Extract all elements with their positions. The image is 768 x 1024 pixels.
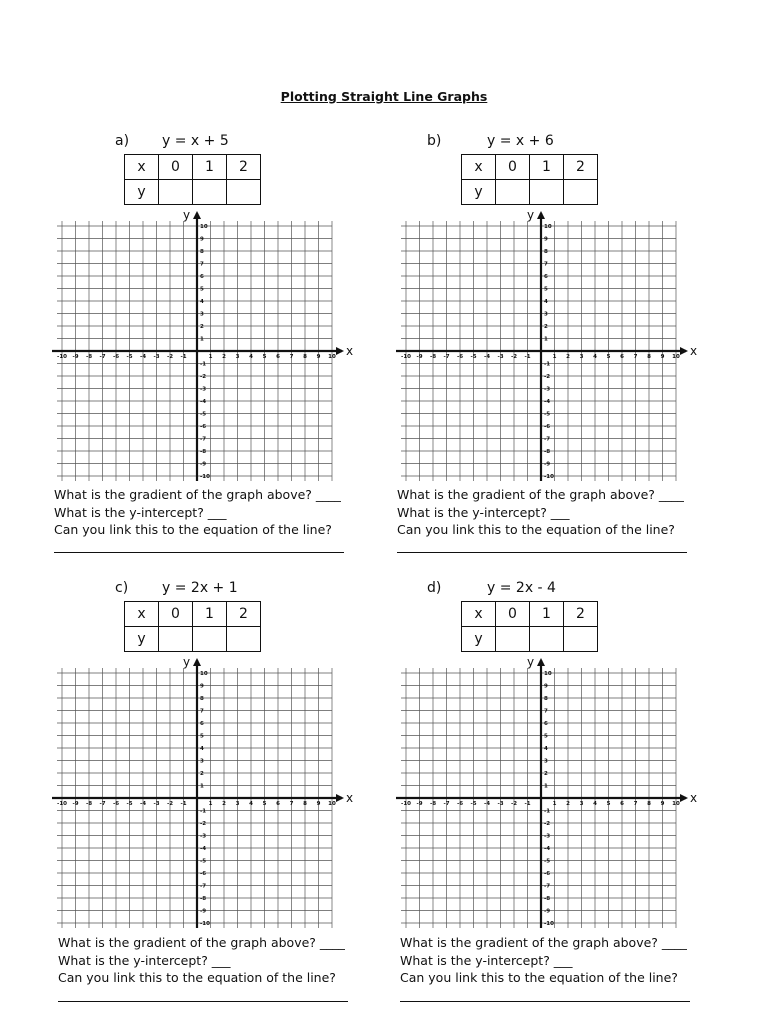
x-tick-label: -3 <box>153 354 160 360</box>
y-tick-label: 8 <box>200 696 204 702</box>
y-tick-label: -2 <box>200 374 207 380</box>
y-tick-label: -1 <box>200 808 207 815</box>
y-tick-label: 3 <box>200 758 204 765</box>
y-tick-label: -9 <box>200 908 207 915</box>
y-tick-label: 4 <box>544 746 548 752</box>
x-tick-label: -1 <box>180 354 187 360</box>
x-tick-label: 3 <box>579 354 584 360</box>
table-y-cell[interactable] <box>564 627 598 652</box>
y-tick-label: -1 <box>544 361 551 368</box>
x-tick-label: 1 <box>552 801 557 807</box>
y-tick-label: 8 <box>544 696 548 702</box>
intercept-question: What is the y-intercept? ___ <box>400 953 573 968</box>
panel-letter: d) <box>427 580 442 596</box>
x-tick-label: -6 <box>112 801 120 807</box>
y-tick-label: -9 <box>544 461 551 468</box>
panel-equation: y = 2x + 1 <box>162 580 238 596</box>
x-tick-label: 4 <box>593 801 597 807</box>
x-tick-label: -8 <box>85 354 93 360</box>
x-tick-label: -7 <box>99 354 106 360</box>
table-y-cell[interactable] <box>227 180 261 205</box>
intercept-question: What is the y-intercept? ___ <box>397 505 570 520</box>
x-tick-label: -9 <box>72 801 79 807</box>
x-tick-label: 4 <box>249 354 253 360</box>
y-tick-label: -5 <box>544 411 551 418</box>
x-tick-label: -10 <box>57 354 67 360</box>
y-tick-label: 7 <box>544 708 548 715</box>
x-tick-label: -4 <box>483 354 491 360</box>
x-tick-label: 7 <box>633 354 638 360</box>
y-tick-label: -1 <box>544 808 551 815</box>
y-tick-label: -6 <box>200 871 207 877</box>
y-axis-label: y <box>527 208 535 222</box>
y-tick-label: -4 <box>200 399 207 405</box>
y-tick-label: 4 <box>544 299 548 305</box>
x-tick-label: -3 <box>497 801 504 807</box>
y-tick-label: -2 <box>200 821 207 827</box>
y-tick-label: -3 <box>544 833 551 840</box>
y-tick-label: 10 <box>200 224 208 230</box>
panel-b <box>396 133 736 573</box>
x-tick-label: -4 <box>139 801 147 807</box>
y-tick-label: -5 <box>544 858 551 865</box>
y-tick-label: -2 <box>544 374 551 380</box>
x-axis-label: x <box>346 344 354 358</box>
x-tick-label: -8 <box>429 801 437 807</box>
y-tick-label: -6 <box>200 424 207 430</box>
answer-line[interactable] <box>397 552 687 553</box>
table-x-value: 2 <box>227 602 261 627</box>
x-tick-label: 10 <box>328 801 336 807</box>
table-x-value: 0 <box>496 155 530 180</box>
x-tick-label: 9 <box>316 354 321 360</box>
y-tick-label: 7 <box>544 261 548 268</box>
x-tick-label: -3 <box>497 354 504 360</box>
link-question: Can you link this to the equation of the line? <box>400 970 678 985</box>
y-tick-label: 8 <box>200 249 204 255</box>
table-y-header: y <box>125 627 159 652</box>
coordinate-grid <box>52 208 354 489</box>
table-x-header: x <box>462 602 496 627</box>
y-tick-label: -8 <box>200 449 207 455</box>
y-tick-label: -3 <box>200 386 207 393</box>
y-tick-label: 9 <box>200 236 204 243</box>
y-tick-label: 9 <box>200 683 204 690</box>
answer-line[interactable] <box>400 1001 690 1002</box>
table-y-header: y <box>462 627 496 652</box>
y-tick-label: -7 <box>544 436 551 443</box>
x-tick-label: 6 <box>620 354 624 360</box>
y-tick-label: -6 <box>544 424 551 430</box>
x-axis-arrow-icon <box>680 347 688 355</box>
table-y-header: y <box>125 180 159 205</box>
x-tick-label: 10 <box>328 354 336 360</box>
y-tick-label: 7 <box>200 261 204 268</box>
x-tick-label: -2 <box>166 354 174 360</box>
y-tick-label: 5 <box>200 286 204 293</box>
x-tick-label: 10 <box>672 801 680 807</box>
y-tick-label: 5 <box>200 733 204 740</box>
y-axis-arrow-icon <box>193 211 201 219</box>
x-tick-label: 4 <box>249 801 253 807</box>
y-tick-label: 10 <box>200 671 208 677</box>
x-tick-label: 2 <box>222 354 226 360</box>
link-question: Can you link this to the equation of the line? <box>58 970 336 985</box>
answer-line[interactable] <box>54 552 344 553</box>
table-y-cell[interactable] <box>159 180 193 205</box>
panel-c <box>52 580 392 1020</box>
x-axis-arrow-icon <box>336 347 344 355</box>
y-tick-label: -8 <box>544 896 551 902</box>
y-tick-label: 6 <box>544 274 548 280</box>
panel-equation: y = x + 5 <box>162 133 229 149</box>
y-tick-label: 3 <box>544 311 548 318</box>
x-tick-label: 2 <box>222 801 226 807</box>
x-tick-label: -1 <box>524 354 531 360</box>
y-tick-label: -7 <box>200 436 207 443</box>
table-x-value: 1 <box>193 602 227 627</box>
y-tick-label: 4 <box>200 299 204 305</box>
y-tick-label: 1 <box>544 783 548 790</box>
table-x-value: 1 <box>530 155 564 180</box>
x-axis-arrow-icon <box>336 794 344 802</box>
y-tick-label: 5 <box>544 733 548 740</box>
y-tick-label: 9 <box>544 683 548 690</box>
y-tick-label: -10 <box>544 474 554 480</box>
panel-equation: y = x + 6 <box>487 133 554 149</box>
x-tick-label: -2 <box>166 801 174 807</box>
y-tick-label: -5 <box>200 858 207 865</box>
y-tick-label: -4 <box>544 846 551 852</box>
x-tick-label: -6 <box>456 354 464 360</box>
y-tick-label: -6 <box>544 871 551 877</box>
x-tick-label: -5 <box>470 354 477 360</box>
y-tick-label: 6 <box>200 721 204 727</box>
x-tick-label: -4 <box>139 354 147 360</box>
table-y-cell[interactable] <box>159 627 193 652</box>
coordinate-grid <box>396 655 698 936</box>
values-table <box>461 601 598 652</box>
y-tick-label: 3 <box>200 311 204 318</box>
x-tick-label: -1 <box>180 801 187 807</box>
x-tick-label: 7 <box>289 801 294 807</box>
intercept-question: What is the y-intercept? ___ <box>54 505 227 520</box>
x-tick-label: -10 <box>401 354 411 360</box>
x-tick-label: 1 <box>552 354 557 360</box>
panel-a <box>52 133 392 573</box>
table-x-header: x <box>125 602 159 627</box>
x-tick-label: -1 <box>524 801 531 807</box>
y-tick-label: -2 <box>544 821 551 827</box>
y-tick-label: -10 <box>544 921 554 927</box>
y-axis-label: y <box>527 655 535 669</box>
y-tick-label: 2 <box>544 771 548 777</box>
answer-line[interactable] <box>58 1001 348 1002</box>
y-axis-arrow-icon <box>537 658 545 666</box>
table-y-header: y <box>462 180 496 205</box>
y-tick-label: 6 <box>200 274 204 280</box>
y-tick-label: -9 <box>544 908 551 915</box>
x-tick-label: 7 <box>289 354 294 360</box>
y-tick-label: -7 <box>544 883 551 890</box>
x-tick-label: -10 <box>57 801 67 807</box>
gradient-question: What is the gradient of the graph above? ____ <box>397 487 684 502</box>
y-tick-label: 1 <box>544 336 548 343</box>
x-tick-label: 9 <box>316 801 321 807</box>
y-tick-label: 6 <box>544 721 548 727</box>
x-tick-label: -8 <box>85 801 93 807</box>
panel-d <box>396 580 736 1020</box>
x-tick-label: 6 <box>276 354 280 360</box>
x-tick-label: -7 <box>443 354 450 360</box>
values-table <box>461 154 598 205</box>
table-x-value: 0 <box>159 155 193 180</box>
x-tick-label: -10 <box>401 801 411 807</box>
gradient-question: What is the gradient of the graph above? ____ <box>400 935 687 950</box>
y-tick-label: -5 <box>200 411 207 418</box>
x-tick-label: 4 <box>593 354 597 360</box>
x-tick-label: 3 <box>235 354 240 360</box>
x-tick-label: -4 <box>483 801 491 807</box>
x-tick-label: 5 <box>262 354 267 360</box>
y-tick-label: 3 <box>544 758 548 765</box>
x-tick-label: -3 <box>153 801 160 807</box>
y-tick-label: 2 <box>544 324 548 330</box>
coordinate-grid <box>52 655 354 936</box>
x-tick-label: -7 <box>99 801 106 807</box>
table-x-value: 2 <box>564 602 598 627</box>
table-x-value: 0 <box>159 602 193 627</box>
y-tick-label: 8 <box>544 249 548 255</box>
x-tick-label: 8 <box>647 801 651 807</box>
panel-letter: a) <box>115 133 130 149</box>
table-x-value: 2 <box>564 155 598 180</box>
x-tick-label: -8 <box>429 354 437 360</box>
x-tick-label: -9 <box>416 354 423 360</box>
y-tick-label: 10 <box>544 224 552 230</box>
panel-letter: b) <box>427 133 442 149</box>
x-tick-label: -5 <box>126 354 133 360</box>
x-tick-label: 5 <box>262 801 267 807</box>
y-tick-label: 2 <box>200 324 204 330</box>
gradient-question: What is the gradient of the graph above? ____ <box>58 935 345 950</box>
y-tick-label: 5 <box>544 286 548 293</box>
y-tick-label: -3 <box>200 833 207 840</box>
table-x-header: x <box>462 155 496 180</box>
y-tick-label: 1 <box>200 336 204 343</box>
x-tick-label: 3 <box>579 801 584 807</box>
x-tick-label: 3 <box>235 801 240 807</box>
y-tick-label: -8 <box>200 896 207 902</box>
y-tick-label: -8 <box>544 449 551 455</box>
panel-equation: y = 2x - 4 <box>487 580 556 596</box>
link-question: Can you link this to the equation of the line? <box>54 522 332 537</box>
y-axis-label: y <box>183 208 191 222</box>
table-y-cell[interactable] <box>193 180 227 205</box>
values-table <box>124 601 261 652</box>
x-tick-label: 5 <box>606 801 611 807</box>
y-tick-label: -4 <box>544 399 551 405</box>
x-tick-label: -9 <box>72 354 79 360</box>
table-x-value: 0 <box>496 602 530 627</box>
coordinate-grid <box>396 208 698 489</box>
table-y-cell[interactable] <box>530 180 564 205</box>
x-axis-label: x <box>690 344 698 358</box>
x-tick-label: 8 <box>303 354 307 360</box>
y-tick-label: 2 <box>200 771 204 777</box>
x-tick-label: 2 <box>566 801 570 807</box>
x-axis-label: x <box>346 791 354 805</box>
table-y-cell[interactable] <box>530 627 564 652</box>
y-axis-arrow-icon <box>193 658 201 666</box>
x-tick-label: -6 <box>456 801 464 807</box>
x-tick-label: 9 <box>660 354 665 360</box>
y-tick-label: -4 <box>200 846 207 852</box>
x-tick-label: -9 <box>416 801 423 807</box>
panel-letter: c) <box>115 580 129 596</box>
table-y-cell[interactable] <box>496 627 530 652</box>
y-tick-label: 1 <box>200 783 204 790</box>
y-tick-label: -9 <box>200 461 207 468</box>
x-axis-arrow-icon <box>680 794 688 802</box>
x-tick-label: 6 <box>620 801 624 807</box>
values-table <box>124 154 261 205</box>
x-tick-label: 5 <box>606 354 611 360</box>
table-y-cell[interactable] <box>193 627 227 652</box>
x-tick-label: -5 <box>126 801 133 807</box>
y-tick-label: -7 <box>200 883 207 890</box>
y-tick-label: 9 <box>544 236 548 243</box>
table-x-value: 1 <box>530 602 564 627</box>
y-tick-label: 4 <box>200 746 204 752</box>
table-y-cell[interactable] <box>227 627 261 652</box>
y-axis-label: y <box>183 655 191 669</box>
x-tick-label: 1 <box>208 354 213 360</box>
y-tick-label: -10 <box>200 474 210 480</box>
x-tick-label: 10 <box>672 354 680 360</box>
table-x-value: 2 <box>227 155 261 180</box>
x-tick-label: 8 <box>647 354 651 360</box>
x-tick-label: 1 <box>208 801 213 807</box>
x-tick-label: -5 <box>470 801 477 807</box>
table-y-cell[interactable] <box>564 180 598 205</box>
x-tick-label: -7 <box>443 801 450 807</box>
x-tick-label: 8 <box>303 801 307 807</box>
y-axis-arrow-icon <box>537 211 545 219</box>
x-tick-label: -2 <box>510 801 518 807</box>
intercept-question: What is the y-intercept? ___ <box>58 953 231 968</box>
link-question: Can you link this to the equation of the line? <box>397 522 675 537</box>
x-tick-label: 9 <box>660 801 665 807</box>
y-tick-label: -10 <box>200 921 210 927</box>
gradient-question: What is the gradient of the graph above? ____ <box>54 487 341 502</box>
y-tick-label: -1 <box>200 361 207 368</box>
x-axis-label: x <box>690 791 698 805</box>
y-tick-label: 10 <box>544 671 552 677</box>
y-tick-label: 7 <box>200 708 204 715</box>
x-tick-label: 7 <box>633 801 638 807</box>
x-tick-label: -2 <box>510 354 518 360</box>
x-tick-label: -6 <box>112 354 120 360</box>
table-x-value: 1 <box>193 155 227 180</box>
table-y-cell[interactable] <box>496 180 530 205</box>
table-x-header: x <box>125 155 159 180</box>
y-tick-label: -3 <box>544 386 551 393</box>
x-tick-label: 2 <box>566 354 570 360</box>
x-tick-label: 6 <box>276 801 280 807</box>
page-title: Plotting Straight Line Graphs <box>280 89 488 104</box>
